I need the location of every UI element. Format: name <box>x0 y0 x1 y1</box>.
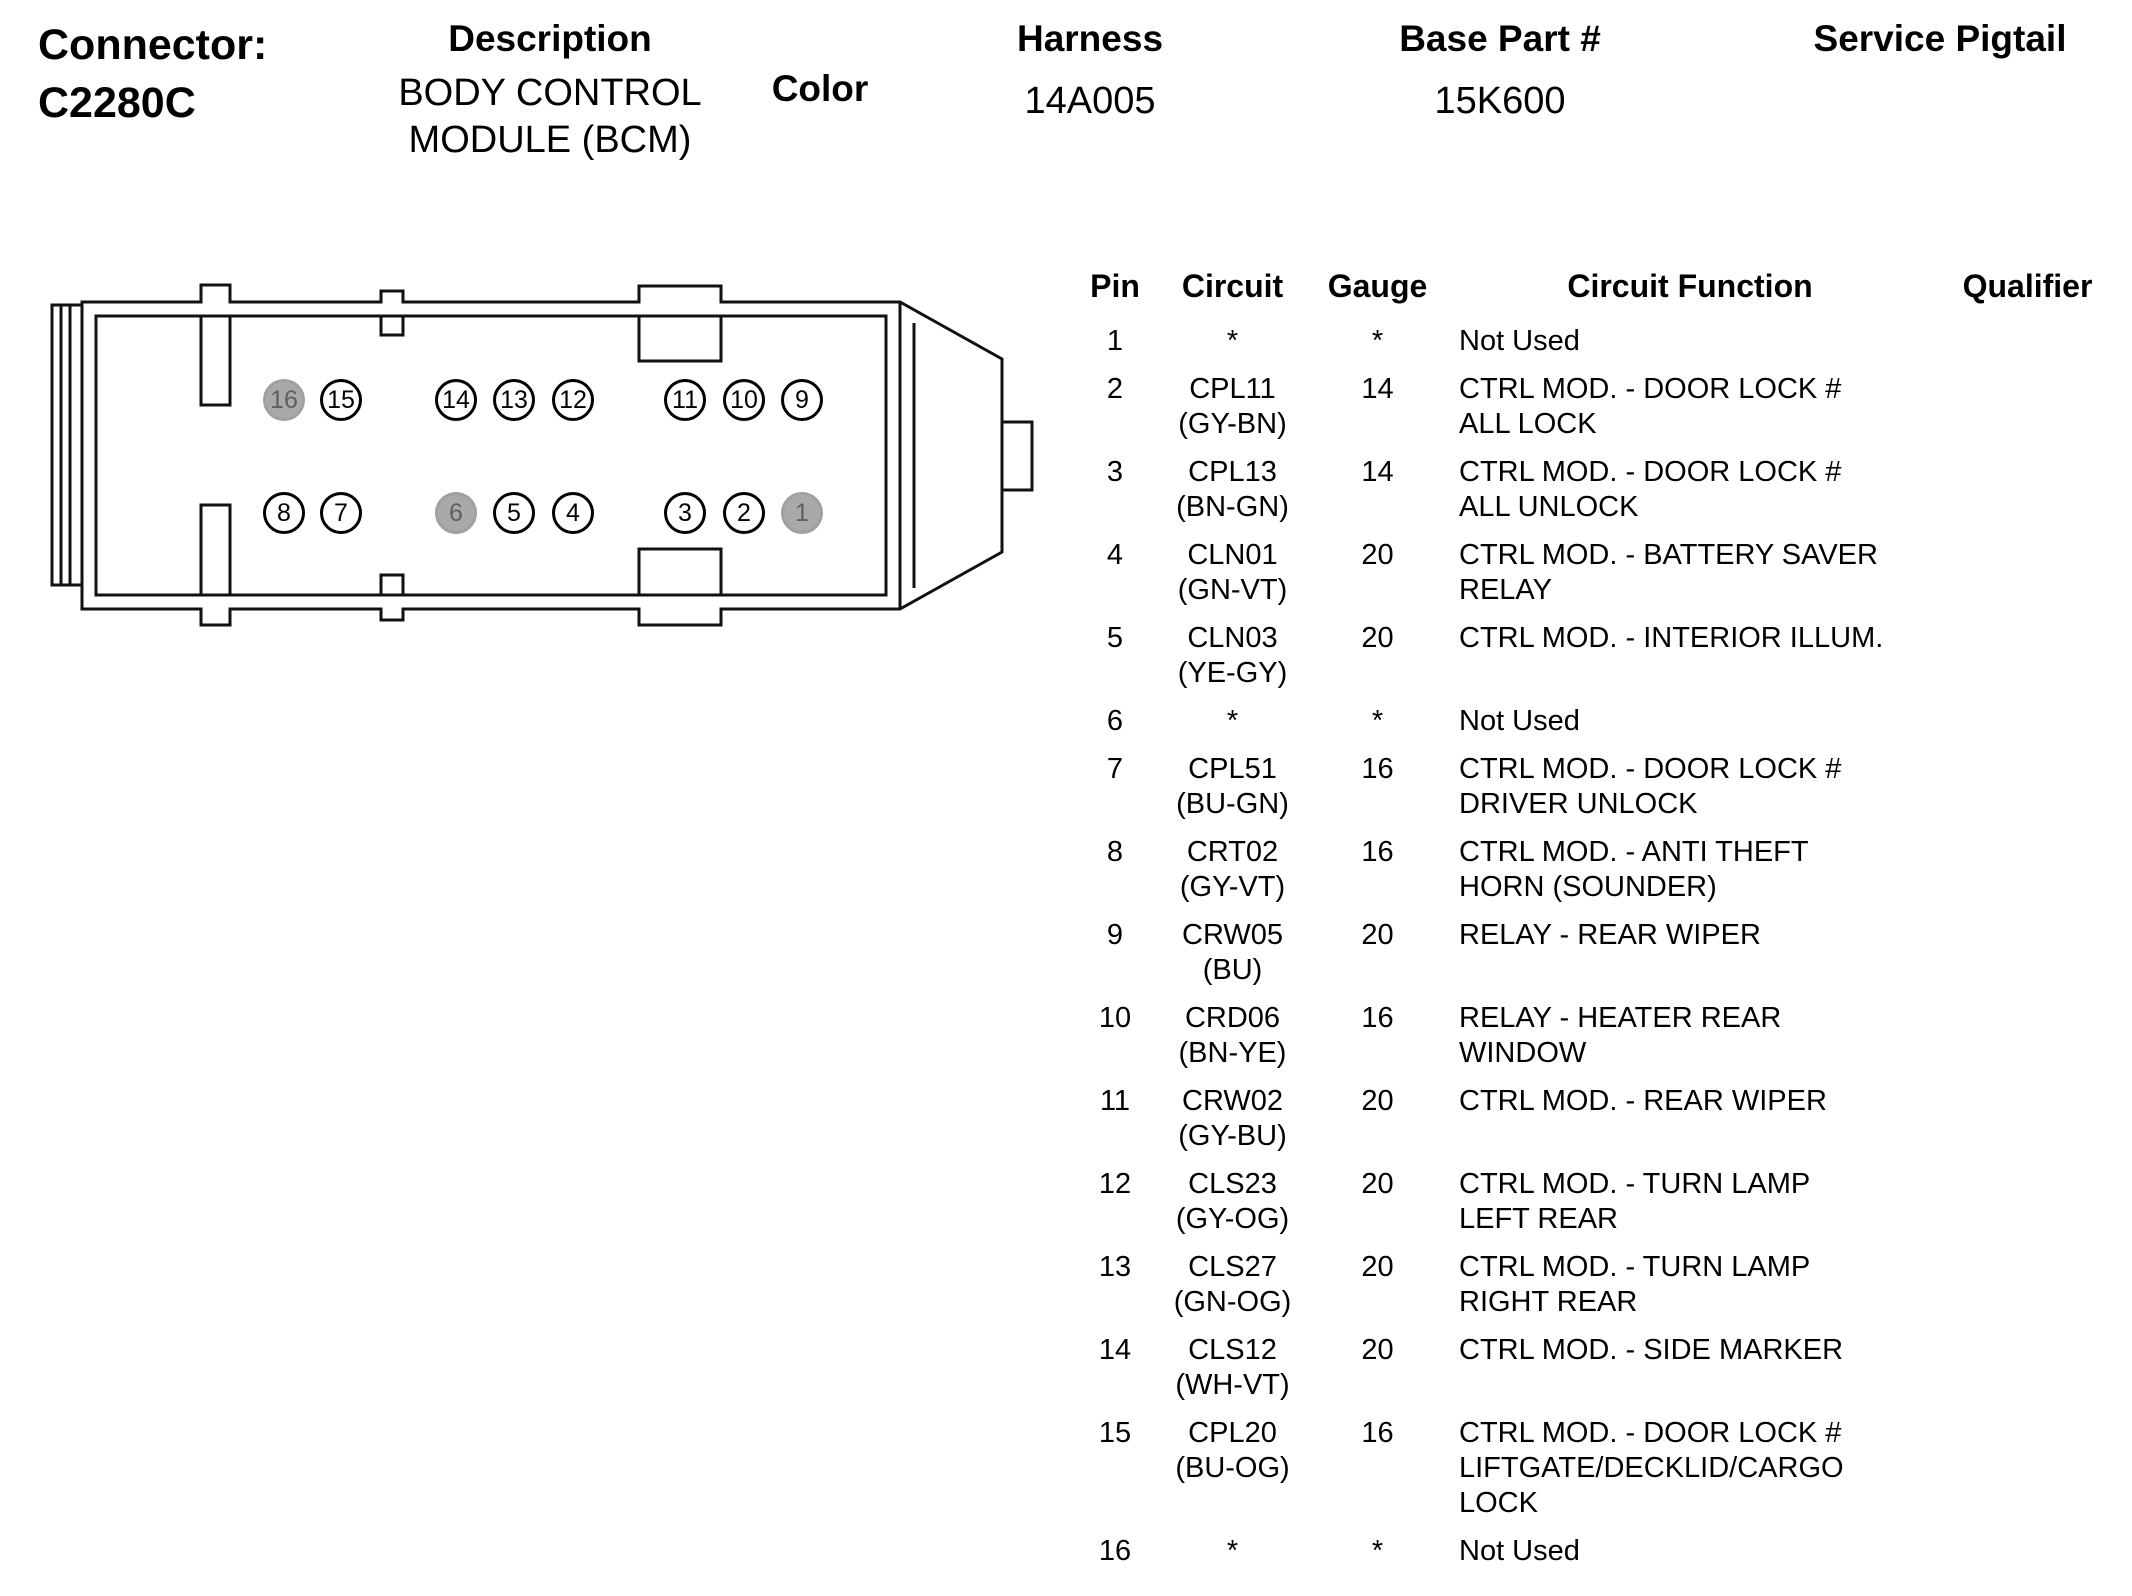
row-qualifier <box>1935 704 2120 739</box>
row-circuit: * <box>1226 325 1239 357</box>
row-circuit: * <box>1226 705 1239 737</box>
table-row <box>1075 1416 2120 1534</box>
pin-6: 6 <box>435 492 477 534</box>
pin-14: 14 <box>435 379 477 421</box>
connector-label: Connector: <box>38 21 268 69</box>
row-function: RELAY - HEATER REAR WINDOW <box>1459 1002 1782 1069</box>
service-pigtail-block <box>1760 18 2120 60</box>
row-qualifier <box>1935 835 2120 905</box>
col-header-circuit: Circuit <box>1181 268 1284 304</box>
row-qualifier <box>1935 1416 2120 1521</box>
row-circuit: CLS12 (WH-VT) <box>1175 1334 1290 1401</box>
pin-15: 15 <box>320 379 362 421</box>
row-gauge: 20 <box>1361 1085 1394 1117</box>
row-qualifier <box>1935 1167 2120 1237</box>
row-qualifier <box>1935 1250 2120 1320</box>
pin-10: 10 <box>723 379 765 421</box>
row-circuit: CRW05 (BU) <box>1182 919 1283 986</box>
table-row <box>1075 1534 2120 1582</box>
row-pin: 13 <box>1098 1251 1132 1283</box>
row-circuit: CPL51 (BU-GN) <box>1176 753 1289 820</box>
pin-13: 13 <box>493 379 535 421</box>
row-pin: 1 <box>1106 325 1124 357</box>
col-header-function: Circuit Function <box>1567 268 1813 304</box>
row-function: Not Used <box>1459 1535 1580 1567</box>
connector-diagram <box>40 275 1040 630</box>
row-pin: 6 <box>1106 705 1124 737</box>
table-row <box>1075 455 2120 538</box>
row-qualifier <box>1935 538 2120 608</box>
pin-4: 4 <box>552 492 594 534</box>
row-circuit: CLN03 (YE-GY) <box>1177 622 1288 689</box>
row-pin: 3 <box>1106 456 1124 488</box>
row-function: CTRL MOD. - DOOR LOCK # LIFTGATE/DECKLID/CARGO LOCK <box>1459 1417 1844 1519</box>
description-label: Description <box>448 18 652 59</box>
table-row <box>1075 752 2120 835</box>
row-function: CTRL MOD. - DOOR LOCK # ALL UNLOCK <box>1459 456 1842 523</box>
row-qualifier <box>1935 324 2120 359</box>
row-pin: 2 <box>1106 373 1124 405</box>
pin-12: 12 <box>552 379 594 421</box>
base-part-value: 15K600 <box>1434 80 1566 122</box>
pin-table-body <box>1075 324 2120 1582</box>
row-function: CTRL MOD. - ANTI THEFT HORN (SOUNDER) <box>1459 836 1809 903</box>
row-circuit: CRW02 (GY-BU) <box>1178 1085 1287 1152</box>
row-qualifier <box>1935 621 2120 691</box>
table-row <box>1075 918 2120 1001</box>
color-block <box>730 68 910 110</box>
row-qualifier <box>1935 455 2120 525</box>
row-pin: 10 <box>1098 1002 1132 1034</box>
row-pin: 9 <box>1106 919 1124 951</box>
row-gauge: * <box>1371 325 1384 357</box>
pin-2: 2 <box>723 492 765 534</box>
pin-11: 11 <box>664 379 706 421</box>
row-pin: 12 <box>1098 1168 1132 1200</box>
harness-label: Harness <box>1016 18 1164 59</box>
description-value-line1: BODY CONTROL <box>398 72 702 114</box>
row-circuit: CLN01 (GN-VT) <box>1177 539 1288 606</box>
pin-table <box>1075 268 2120 1582</box>
row-gauge: 20 <box>1361 1334 1394 1366</box>
table-row <box>1075 538 2120 621</box>
row-function: CTRL MOD. - REAR WIPER <box>1459 1085 1827 1117</box>
table-row <box>1075 1250 2120 1333</box>
row-circuit: CRD06 (BN-YE) <box>1178 1002 1287 1069</box>
row-circuit: * <box>1226 1535 1239 1567</box>
row-pin: 4 <box>1106 539 1124 571</box>
base-part-block <box>1350 18 1650 123</box>
pin-16: 16 <box>263 379 305 421</box>
row-circuit: CLS27 (GN-OG) <box>1173 1251 1292 1318</box>
row-pin: 15 <box>1098 1417 1132 1449</box>
row-qualifier <box>1935 918 2120 988</box>
row-function: CTRL MOD. - DOOR LOCK # ALL LOCK <box>1459 373 1842 440</box>
row-circuit: CRT02 (GY-VT) <box>1179 836 1286 903</box>
row-circuit: CLS23 (GY-OG) <box>1175 1168 1290 1235</box>
color-label: Color <box>771 68 869 109</box>
row-function: CTRL MOD. - INTERIOR ILLUM. <box>1459 622 1884 654</box>
row-gauge: 16 <box>1361 1417 1394 1449</box>
pin-3: 3 <box>664 492 706 534</box>
row-function: Not Used <box>1459 705 1580 737</box>
row-function: CTRL MOD. - TURN LAMP RIGHT REAR <box>1459 1251 1811 1318</box>
base-part-label: Base Part # <box>1399 18 1601 59</box>
table-row <box>1075 1084 2120 1167</box>
row-gauge: 16 <box>1361 836 1394 868</box>
row-gauge: 20 <box>1361 919 1394 951</box>
row-function: CTRL MOD. - BATTERY SAVER RELAY <box>1459 539 1878 606</box>
row-qualifier <box>1935 1534 2120 1569</box>
pin-1: 1 <box>781 492 823 534</box>
row-gauge: 16 <box>1361 753 1394 785</box>
row-qualifier <box>1935 1001 2120 1071</box>
row-qualifier <box>1935 1084 2120 1154</box>
row-pin: 7 <box>1106 753 1124 785</box>
table-row <box>1075 1167 2120 1250</box>
col-header-pin: Pin <box>1090 268 1140 304</box>
description-block <box>330 18 770 164</box>
row-qualifier <box>1935 1333 2120 1403</box>
row-gauge: 20 <box>1361 622 1394 654</box>
row-function: CTRL MOD. - TURN LAMP LEFT REAR <box>1459 1168 1811 1235</box>
table-row <box>1075 704 2120 752</box>
row-circuit: CPL20 (BU-OG) <box>1175 1417 1290 1484</box>
row-function: Not Used <box>1459 325 1580 357</box>
row-gauge: * <box>1371 705 1384 737</box>
row-qualifier <box>1935 372 2120 442</box>
pin-7: 7 <box>320 492 362 534</box>
service-pigtail-label: Service Pigtail <box>1813 18 2067 59</box>
table-row <box>1075 1001 2120 1084</box>
pin-5: 5 <box>493 492 535 534</box>
row-function: CTRL MOD. - SIDE MARKER <box>1459 1334 1844 1366</box>
table-row <box>1075 324 2120 372</box>
connector-id: C2280C <box>38 79 196 127</box>
row-gauge: 20 <box>1361 539 1394 571</box>
row-circuit: CPL11 (GY-BN) <box>1178 373 1287 440</box>
row-pin: 5 <box>1106 622 1124 654</box>
row-pin: 11 <box>1099 1085 1131 1117</box>
row-gauge: 14 <box>1361 456 1394 488</box>
pin-8: 8 <box>263 492 305 534</box>
description-value-line2: MODULE (BCM) <box>408 119 692 161</box>
table-row <box>1075 372 2120 455</box>
row-gauge: * <box>1371 1535 1384 1567</box>
col-header-qualifier: Qualifier <box>1962 268 2093 304</box>
row-circuit: CPL13 (BN-GN) <box>1176 456 1289 523</box>
row-qualifier <box>1935 752 2120 822</box>
table-row <box>1075 835 2120 918</box>
row-gauge: 14 <box>1361 373 1394 405</box>
pin-9: 9 <box>781 379 823 421</box>
row-pin: 8 <box>1106 836 1124 868</box>
row-pin: 16 <box>1098 1535 1132 1567</box>
table-row <box>1075 1333 2120 1416</box>
row-function: CTRL MOD. - DOOR LOCK # DRIVER UNLOCK <box>1459 753 1842 820</box>
row-gauge: 16 <box>1361 1002 1394 1034</box>
row-gauge: 20 <box>1361 1168 1394 1200</box>
col-header-gauge: Gauge <box>1327 268 1428 304</box>
row-pin: 14 <box>1098 1334 1132 1366</box>
row-function: RELAY - REAR WIPER <box>1459 919 1761 951</box>
table-row <box>1075 621 2120 704</box>
harness-block <box>960 18 1220 123</box>
harness-value: 14A005 <box>1024 80 1156 122</box>
row-gauge: 20 <box>1361 1251 1394 1283</box>
connector-title <box>38 16 267 132</box>
pin-table-header <box>1075 268 2120 312</box>
